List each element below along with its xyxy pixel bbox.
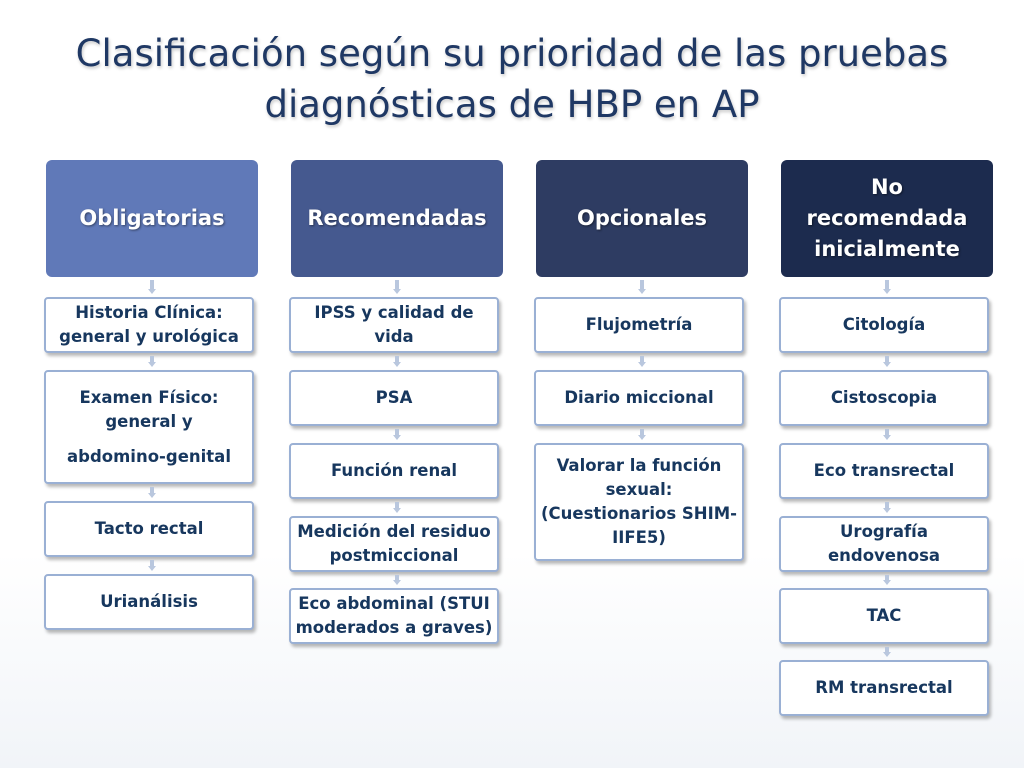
connector-arrow — [883, 647, 891, 657]
column-header-line: recomendada — [806, 206, 968, 230]
connector-arrow — [148, 487, 156, 498]
item-flujometria — [534, 297, 744, 353]
item-valorar-la-funcion-sexual-cuestionarios-shim-iife5 — [534, 443, 744, 561]
column-header-line: No — [870, 175, 903, 199]
connector-arrow — [638, 356, 646, 367]
item-text-line: (Cuestionarios SHIM- — [541, 504, 737, 523]
item-funcion-renal — [289, 443, 499, 499]
connector-arrow — [883, 280, 891, 294]
item-text-line: Medición del residuo — [297, 522, 491, 541]
title-line-1: Clasificación según su prioridad de las pruebas — [75, 32, 949, 75]
item-cistoscopia — [779, 370, 989, 426]
item-text-line: Tacto rectal — [94, 519, 204, 538]
item-historia-clinica-general-y-urologica — [44, 297, 254, 353]
column-header — [291, 160, 503, 277]
column-header — [46, 160, 258, 277]
item-urianalisis — [44, 574, 254, 630]
connector-arrow — [393, 502, 401, 513]
item-text-line: postmiccional — [329, 546, 459, 565]
item-text-line: IPSS y calidad de vida — [314, 303, 474, 346]
item-text-line: TAC — [866, 606, 902, 625]
connector-arrow — [638, 280, 646, 294]
column-header-line: Opcionales — [576, 206, 708, 230]
item-tac — [779, 588, 989, 644]
connector-arrow — [393, 280, 401, 294]
item-text-line: Función renal — [330, 461, 458, 480]
item-examen-fisico-general-y-abdomino-genital — [44, 370, 254, 484]
item-text-line: endovenosa — [827, 546, 941, 565]
column-header — [781, 160, 993, 277]
item-citologia — [779, 297, 989, 353]
item-diario-miccional — [534, 370, 744, 426]
connector-arrow — [148, 560, 156, 571]
item-text-line: abdomino-genital — [67, 446, 231, 466]
item-medicion-del-residuo-postmiccional — [289, 516, 499, 572]
connector-arrow — [883, 502, 891, 513]
slide-title — [40, 28, 984, 130]
item-text-line: Examen Físico: — [79, 387, 219, 407]
item-urografia-endovenosa — [779, 516, 989, 572]
item-text-line: general y urológica — [59, 327, 239, 346]
connector-arrow — [883, 429, 891, 440]
title-line-2: diagnósticas de HBP en AP — [264, 83, 760, 126]
item-text-line: Eco abdominal (STUI — [298, 594, 490, 613]
item-text-line: IIFE5) — [612, 528, 666, 547]
item-text-line: moderados a graves) — [295, 618, 493, 637]
item-text-line: sexual: — [605, 480, 673, 499]
column-header-line: Obligatorias — [79, 206, 225, 230]
column-header-line: Recomendadas — [307, 206, 487, 230]
item-text-line: RM transrectal — [815, 678, 953, 697]
item-text-line: Diario miccional — [564, 388, 714, 407]
item-tacto-rectal — [44, 501, 254, 557]
item-text-line: Flujometría — [585, 315, 693, 334]
connector-arrow — [148, 356, 156, 367]
item-text-line: Urografía — [840, 522, 928, 541]
item-text-line: PSA — [375, 388, 413, 407]
connector-arrow — [393, 356, 401, 367]
column-header-line: inicialmente — [814, 237, 960, 261]
item-text-line: Historia Clínica: — [75, 303, 223, 322]
item-text-line: Urianálisis — [100, 592, 198, 611]
item-rm-transrectal — [779, 660, 989, 716]
connector-arrow — [883, 356, 891, 367]
connector-arrow — [883, 575, 891, 585]
item-text-line: Citología — [842, 315, 926, 334]
connector-arrow — [638, 429, 646, 440]
item-text-line: Eco transrectal — [813, 461, 955, 480]
item-ipss-y-calidad-de-vida — [289, 297, 499, 353]
item-text-line: Cistoscopia — [830, 388, 938, 407]
connector-arrow — [148, 280, 156, 294]
column-header — [536, 160, 748, 277]
item-eco-abdominal-stui-moderados-a-graves — [289, 588, 499, 644]
connector-arrow — [393, 575, 401, 585]
item-text-line: Valorar la función — [556, 456, 722, 475]
item-eco-transrectal — [779, 443, 989, 499]
connector-arrow — [393, 429, 401, 440]
item-text-line: general y — [105, 411, 193, 431]
item-psa — [289, 370, 499, 426]
